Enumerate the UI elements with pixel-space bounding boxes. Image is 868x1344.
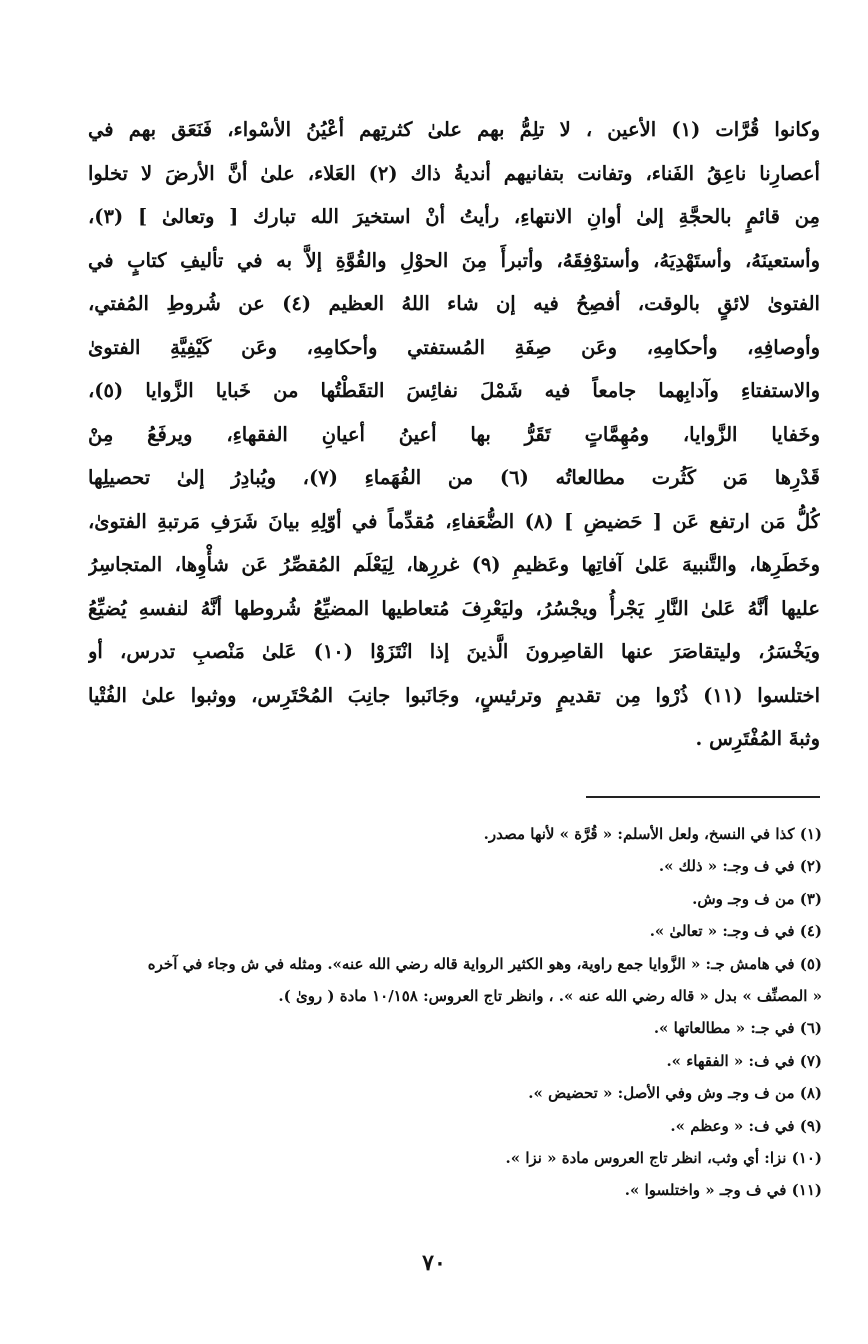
text-line: قَدْرِها مَن كَثُرت مطالعاتُه (٦) من الفُهَماءِ (٧)، ويُبادِرُ إلىٰ تحصيلِها [88, 466, 820, 489]
footnote-3: (٣) من ف وجـ وش. [692, 889, 822, 908]
text-line: أعصارِنا ناعِقُ الفَناء، وتفانت بتفانيهم أنديةُ ذاك (٢) العَلاء، علىٰ أنَّ الأرضَ لا تخلوا [88, 161, 820, 185]
text-line: وكانوا قُرَّات (١) الأعين ، لا تلِمُّ بهم علىٰ كثرتِهم أعْيُنُ الأسْواء، فَنَعَق بهم في [88, 118, 820, 141]
footnote-5-continued: « المصنِّف » بدل « قاله رضي الله عنه ». ، وانظر تاج العروس: ١٠/١٥٨ مادة ( روىٰ ). [278, 986, 822, 1005]
footnote-2: (٢) في ف وجـ: « ذلك ». [658, 857, 822, 876]
footnote-11: (١١) في ف وجـ « واختلسوا ». [624, 1181, 822, 1200]
text-line: وأستعينَهُ، وأستَهْدِيَهُ، وأستوْفِقَهُ، وأتبرأَ مِنَ الحوْلِ والقُوَّةِ إلاَّ به في تأليفِ كتابٍ في [88, 248, 820, 272]
text-line: كُلُّ مَن ارتفع عَن [ حَضيضِ ] (٨) الضُّعَفاءِ، مُقدِّماً في أوّلِهِ بيانَ شَرَفِ مَرتبةِ الفتوىٰ، [88, 509, 820, 533]
text-line: اختلسوا (١١) ذُرْوا مِن تقديمٍ وترئيسٍ، وجَانَبوا جانِبَ المُحْتَرِس، ووثبوا علىٰ الفُتْيا [88, 683, 820, 707]
footnote-4: (٤) في ف وجـ: « تعالىٰ ». [649, 922, 822, 941]
footnote-divider [586, 796, 820, 798]
text-line: ويَخْسَرُ، وليتقاصَرَ عنها القاصِرونَ الَّذينَ إذا انْتَزَوْا (١٠) عَلىٰ مَنْصبِ تدرس، أو [88, 640, 820, 663]
text-line: مِن قائمٍ بالحجَّةِ إلىٰ أوانِ الانتهاءِ، رأيتُ أنْ استخيرَ الله تبارك [ وتعالىٰ ] (٣)، [88, 205, 820, 228]
footnote-10: (١٠) نزا: أي وثب، انظر تاج العروس مادة « نزا ». [505, 1148, 822, 1167]
main-text [88, 108, 820, 761]
page-number: ٧٠ [422, 1250, 446, 1276]
text-line: وخَفايا الزَّوايا، ومُهِمَّاتٍ تَقَرُّ بها أعينُ أعيانِ الفقهاءِ، ويرفَعُ مِنْ [88, 422, 820, 446]
footnote-8: (٨) من ف وجـ وش وفي الأصل: « تحضيض ». [528, 1084, 822, 1103]
text-line: والاستفتاءِ وآدابِهما جامعاً فيه شَمْلَ نفائِسَ التقَطْتُها من خَبايا الزَّوايا (٥)، [88, 379, 820, 402]
footnotes [60, 818, 822, 1207]
text-line: الفتوىٰ لائقٍ بالوقت، أفصِحُ فيه إن شاء اللهُ العظيم (٤) عن شُروطِ المُفتي، [88, 292, 820, 315]
text-line: عليها أنَّهُ عَلىٰ النَّارِ يَجْرأُ ويجْسُرُ، وليَعْرِفَ مُتعاطيها المضيِّعُ شُروطها أنَّهُ لنفسهِ يُضيِّعُ [88, 596, 820, 620]
text-line: وخَطَرِها، والتَّنبيهَ عَلىٰ آفاتِها وعَظيمِ (٩) غررِها، لِيَعْلَم المُقصِّرُ عَن شأْوِها، المتجاسِرُ [88, 553, 820, 576]
text-line-last: وثبةَ المُفْتَرِس . [695, 727, 820, 750]
footnote-7: (٧) في ف: « الفقهاء ». [666, 1051, 822, 1070]
footnote-1: (١) كذا في النسخ، ولعل الأسلم: « قُرَّة » لأنها مصدر. [483, 825, 822, 843]
footnote-5: (٥) في هامش جـ: « الزَّوايا جمع راوية، وهو الكثير الرواية قاله رضي الله عنه». ومثله في ش وجاء في آخره [147, 954, 822, 973]
footnote-6: (٦) في جـ: « مطالعاتها ». [653, 1019, 822, 1038]
text-line: وأوصافِهِ، وأحكامِهِ، وعَن صِفَةِ المُستفتي وأحكامِهِ، وعَن كَيْفِيَّةِ الفتوىٰ [88, 335, 820, 359]
footnote-9: (٩) في ف: « وعظم ». [670, 1116, 822, 1135]
